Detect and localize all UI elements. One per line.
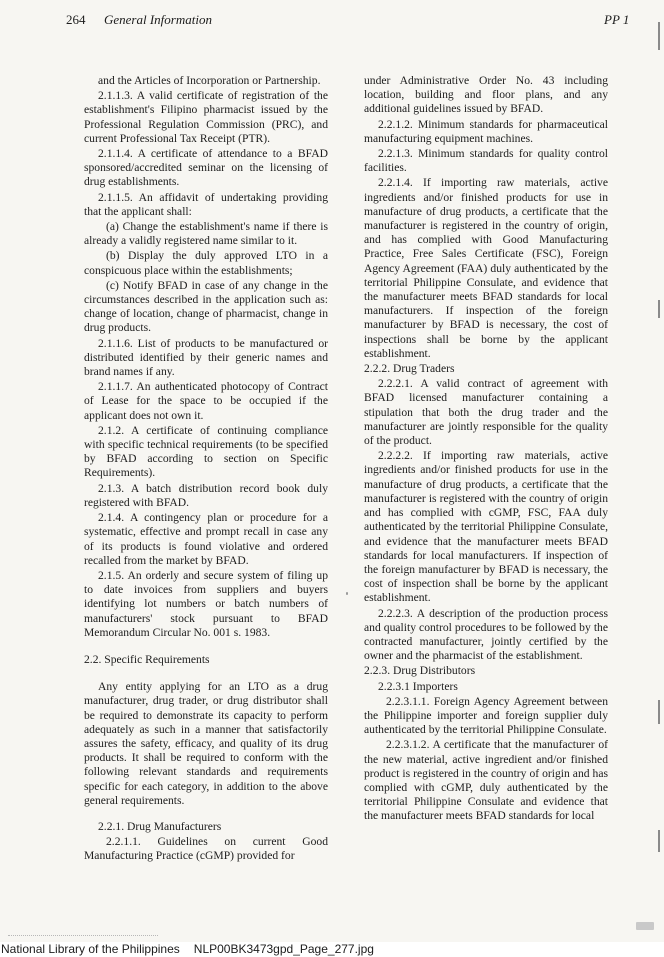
subsection-heading: 2.2.1. Drug Manufacturers: [98, 819, 222, 833]
source-label: National Library of the Philippines: [1, 942, 180, 956]
scan-stamp: [8, 935, 158, 940]
paragraph: 2.1.1.7. An authenticated photocopy of Contract of Lease for the space to be occupied if the applicant does not own it.: [84, 380, 328, 422]
paragraph: 2.2.1.2. Minimum standards for pharmaceutical manufacturing equipment machines.: [364, 117, 608, 145]
subsection-heading: 2.2.3.1 Importers: [378, 679, 458, 693]
paragraph: 2.1.1.5. An affidavit of undertaking providing that the applicant shall:: [84, 190, 328, 218]
paragraph: 2.1.2. A certificate of continuing compliance with specific technical requirements (to be specified by BFAD according to section on Specific Requirements).: [84, 423, 328, 480]
left-column: [84, 74, 328, 864]
paragraph: 2.1.4. A contingency plan or procedure for a systematic, effective and prompt recall in case any of its products is found violative and ordered recalled from the market by BFAD.: [84, 511, 328, 567]
paragraph: (b) Display the duly approved LTO in a conspicuous place within the establishments;: [84, 249, 328, 277]
right-column: [364, 74, 608, 824]
section-heading: 2.2. Specific Requirements: [84, 652, 210, 666]
paragraph: Any entity applying for an LTO as a drug manufacturer, drug trader, or drug distributor shall be required to demonstrate its capacity to perform adequately as such in a manner that satisfactorily assures the safety, efficacy, and quality of its drug products. It shall be required to conform with the following relevant standards and requirements specific for each category, in addition to the above general requirements.: [84, 680, 328, 807]
page-number: 264: [66, 12, 86, 27]
paragraph: 2.2.3.1.1. Foreign Agency Agreement between the Philippine importer and foreign supplier duly authenticated by the territorial Philippine Consulate.: [364, 694, 608, 737]
running-title: General Information: [104, 12, 212, 27]
scan-edge-mark: [658, 22, 660, 50]
file-name: NLP00BK3473gpd_Page_277.jpg: [193, 942, 374, 956]
paragraph: (c) Notify BFAD in case of any change in the circumstances described in the application such as: change of location, change of pharmacist, change in drug products.: [84, 278, 328, 335]
paragraph: 2.2.1.3. Minimum standards for quality control facilities.: [364, 147, 608, 175]
paragraph: 2.1.1.4. A certificate of attendance to a BFAD sponsored/accredited seminar on the licensing of drug establishments.: [84, 147, 328, 189]
scan-speck: [636, 922, 654, 930]
paragraph: 2.2.3.1.2. A certificate that the manufacturer of the new material, active ingredient and/or finished product is registered in the country of origin and has complied with cGMP, duly authenticated by the territorial Philippine Consulate and evidence that the manufacturer meets BFAD standards for local: [364, 738, 608, 823]
paragraph: 2.2.2.2. If importing raw materials, active ingredients and/or finished products for use in the manufacture of drug products, a certificate that the manufacturer is registered with the country of origin and has complied with cGMP, FSC, FAA duly authenticated by the territorial Philippine Consulate, and evidence that the manufacturer meets BFAD standards for local manufacturers. If inspection of the foreign manufacturer by BFAD is necessary, the cost of inspection shall be borne by the applicant establishment.: [364, 449, 608, 605]
subsection-heading: 2.2.2. Drug Traders: [364, 362, 455, 376]
paragraph: and the Articles of Incorporation or Partnership.: [98, 74, 321, 87]
section-code: PP 1: [604, 12, 630, 27]
page-header: [0, 12, 664, 34]
scan-speck: [346, 592, 348, 595]
paragraph: (a) Change the establishment's name if there is already a validly registered name similar to it.: [84, 220, 328, 248]
scan-edge-mark: [658, 300, 660, 318]
subsection-heading: 2.2.3. Drug Distributors: [364, 664, 476, 678]
paragraph: 2.2.2.1. A valid contract of agreement with BFAD licensed manufacturer containing a stipulation that both the drug trader and the manufacturer are jointly responsible for the quality of the product.: [364, 377, 608, 448]
paragraph: 2.1.5. An orderly and secure system of filing up to date invoices from suppliers and buyers identifying lot numbers or batch numbers of manufacturers' stock pursuant to BFAD Memorandum Circular No. 001 s. 1983.: [84, 568, 328, 639]
paragraph: 2.2.1.1. Guidelines on current Good Manufacturing Practice (cGMP) provided for: [84, 835, 328, 863]
scan-footer: [0, 942, 664, 957]
paragraph: under Administrative Order No. 43 including location, building and floor plans, and any additional guidelines issued by BFAD.: [364, 74, 608, 116]
scan-edge-mark: [658, 830, 660, 852]
paragraph: 2.1.1.3. A valid certificate of registration of the establishment's Filipino pharmacist issued by the Professional Regulation Commission (PRC), and current Professional Tax Receipt (PTR).: [84, 89, 328, 145]
paragraph: 2.1.1.6. List of products to be manufactured or distributed identified by their generic names and brand names if any.: [84, 336, 328, 379]
paragraph: 2.1.3. A batch distribution record book duly registered with BFAD.: [84, 481, 328, 509]
scan-edge-mark: [658, 700, 660, 724]
paragraph: 2.2.1.4. If importing raw materials, active ingredients and/or finished products for use in manufacture of drug products, a certificate that the manufacturer is registered in the country of origin, and has complied with Good Manufacturing Practice, Free Sales Certificate (FSC), Foreign Agency Agreement (FAA) duly authenticated by the territorial Philippine Consulate, and evidence that the manufacturer meets BFAD standards for local manufacturers. If inspection of the foreign manufacturer by BFAD is necessary, the cost of inspections shall be borne by the applicant establishment.: [364, 176, 608, 360]
paragraph: 2.2.2.3. A description of the production process and quality control procedures to be followed by the contracted manufacturer, jointly certified by the owner and the pharmacist of the establishment.: [364, 606, 608, 663]
